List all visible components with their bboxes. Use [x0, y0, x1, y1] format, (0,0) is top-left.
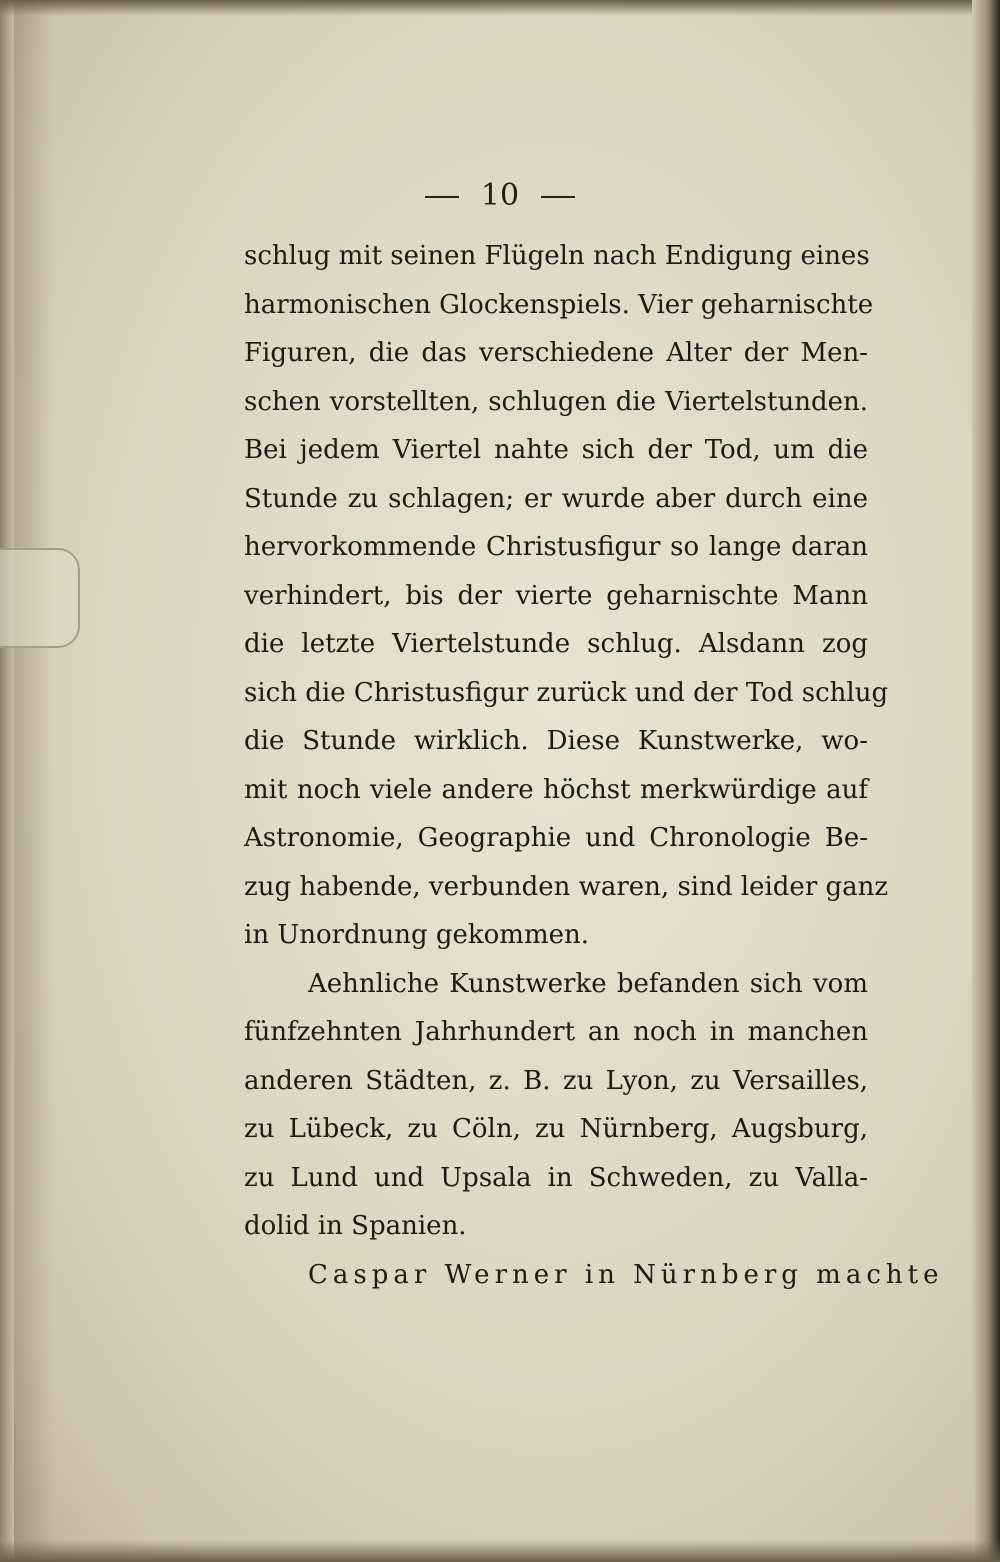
- text-line: Figuren, die das verschiedene Alter der Men-: [244, 338, 868, 368]
- text-line: die Stunde wirklich. Diese Kunstwerke, wo-: [244, 726, 868, 756]
- text-line: Caspar Werner in Nürnberg machte: [308, 1259, 944, 1290]
- text-line: dolid in Spanien.: [244, 1211, 467, 1241]
- gutter-shadow: [14, 0, 54, 1562]
- text-line: zu Lund und Upsala in Schweden, zu Valla-: [244, 1162, 868, 1193]
- text-line: fünfzehnten Jahrhundert an noch in manchen: [244, 1017, 868, 1047]
- text-line: mit noch viele andere höchst merkwürdige auf: [244, 774, 868, 805]
- header-dash-left: [425, 196, 459, 198]
- text-line: Stunde zu schlagen; er wurde aber durch eine: [244, 483, 868, 514]
- header-dash-right: [541, 196, 575, 198]
- text-line: schen vorstellten, schlugen die Viertelstunden.: [244, 386, 868, 417]
- binding-tab-mark: [0, 548, 80, 648]
- text-line: harmonischen Glockenspiels. Vier geharnischte: [244, 289, 874, 320]
- page-bottom-edge: [0, 1540, 1000, 1562]
- page-header: [0, 178, 1000, 213]
- page-left-edge: [0, 0, 14, 1562]
- page-number: 10: [480, 178, 520, 213]
- text-line: in Unordnung gekommen.: [244, 920, 589, 950]
- text-line: anderen Städten, z. B. zu Lyon, zu Versailles,: [244, 1065, 868, 1096]
- page-top-edge: [0, 0, 1000, 16]
- text-line: Bei jedem Viertel nahte sich der Tod, um die: [244, 435, 868, 465]
- text-line: die letzte Viertelstunde schlug. Alsdann zog: [244, 629, 868, 659]
- text-line: zu Lübeck, zu Cöln, zu Nürnberg, Augsburg,: [244, 1114, 868, 1144]
- text-line: Astronomie, Geographie und Chronologie Be-: [244, 823, 868, 853]
- text-line: schlug mit seinen Flügeln nach Endigung eines: [244, 241, 870, 271]
- text-line: hervorkommende Christusfigur so lange daran: [244, 532, 868, 562]
- page-right-edge: [972, 0, 1000, 1562]
- text-line: verhindert, bis der vierte geharnischte Mann: [244, 580, 868, 611]
- text-line: Aehnliche Kunstwerke befanden sich vom: [308, 968, 868, 999]
- text-line: sich die Christusfigur zurück und der Tod schlug: [244, 677, 889, 708]
- body-text: [244, 232, 944, 1299]
- text-line: zug habende, verbunden waren, sind leider ganz: [244, 871, 889, 902]
